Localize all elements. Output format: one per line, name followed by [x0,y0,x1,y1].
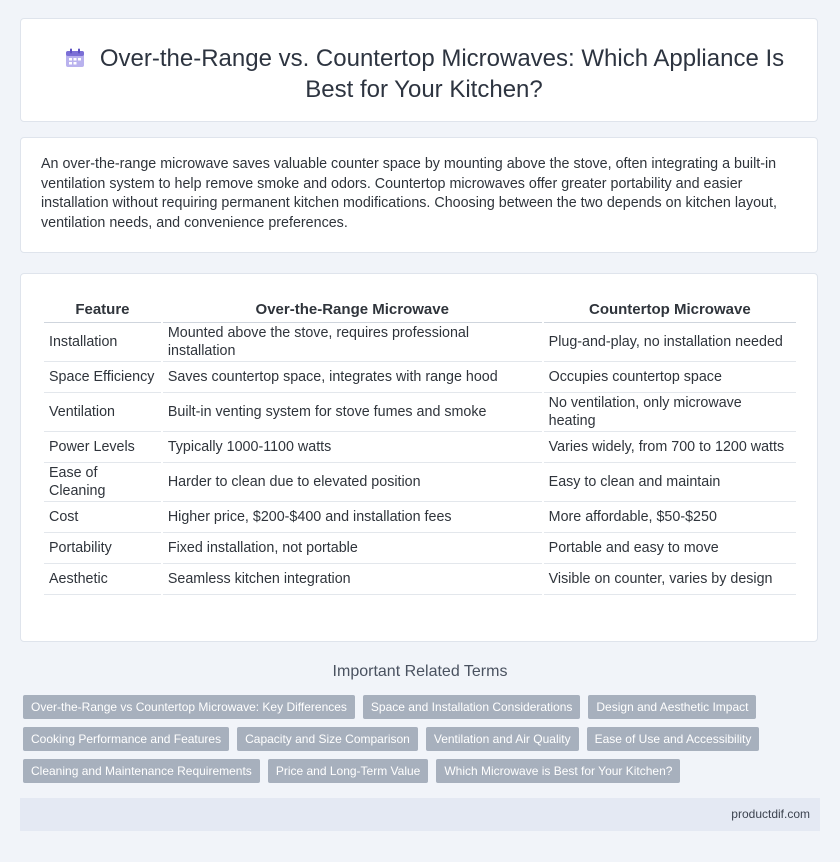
related-term-tag[interactable]: Over-the-Range vs Countertop Microwave: Key Differences [23,695,355,719]
comparison-table [42,294,798,595]
related-term-tag[interactable]: Capacity and Size Comparison [237,727,418,751]
cell-feature: Ventilation [44,393,161,432]
table-header-row [44,294,796,323]
cell-countertop: More affordable, $50-$250 [544,502,796,533]
cell-feature: Aesthetic [44,564,161,595]
cell-over-the-range: Saves countertop space, integrates with range hood [163,362,542,393]
related-term-tag[interactable]: Cleaning and Maintenance Requirements [23,759,260,783]
header-over-the-range: Over-the-Range Microwave [163,294,542,323]
cell-feature: Installation [44,323,161,362]
related-term-tag[interactable]: Price and Long-Term Value [268,759,429,783]
table-row [44,463,796,502]
page-title-text: Over-the-Range vs. Countertop Microwaves: Which Appliance Is Best for Your Kitchen? [99,45,785,103]
table-row [44,393,796,432]
title-card [20,18,818,122]
cell-over-the-range: Mounted above the stove, requires professional installation [163,323,542,362]
related-term-tag[interactable]: Ease of Use and Accessibility [587,727,760,751]
table-row [44,323,796,362]
related-term-tag[interactable]: Cooking Performance and Features [23,727,229,751]
page-title [61,43,787,105]
header-feature: Feature [44,294,161,323]
cell-over-the-range: Fixed installation, not portable [163,533,542,564]
table-row [44,362,796,393]
cell-feature: Power Levels [44,432,161,463]
table-row [44,564,796,595]
related-terms-heading: Important Related Terms [332,663,508,680]
table-row [44,502,796,533]
cell-over-the-range: Harder to clean due to elevated position [163,463,542,502]
summary-card [20,137,818,253]
related-term-tag[interactable]: Which Microwave is Best for Your Kitchen? [436,759,680,783]
table-row [44,432,796,463]
cell-countertop: Visible on counter, varies by design [544,564,796,595]
related-terms-list [23,695,823,791]
comparison-table-card [20,273,818,642]
cell-feature: Cost [44,502,161,533]
cell-countertop: Plug-and-play, no installation needed [544,323,796,362]
cell-feature: Space Efficiency [44,362,161,393]
related-term-tag[interactable]: Ventilation and Air Quality [426,727,579,751]
cell-over-the-range: Higher price, $200-$400 and installation fees [163,502,542,533]
cell-over-the-range: Typically 1000-1100 watts [163,432,542,463]
cell-over-the-range: Built-in venting system for stove fumes and smoke [163,393,542,432]
cell-countertop: No ventilation, only microwave heating [544,393,796,432]
cell-feature: Portability [44,533,161,564]
cell-countertop: Varies widely, from 700 to 1200 watts [544,432,796,463]
summary-text: An over-the-range microwave saves valuable counter space by mounting above the stove, often integrating a built-in ventilation system to help remove smoke and odors. Countertop microwaves offer greater portability and easier installation without requiring permanent kitchen modifications. Choosing between the two depends on kitchen layout, ventilation needs, and convenience preferences. [41,156,777,231]
footer-site-link[interactable]: productdif.com [731,807,810,821]
footer [20,798,820,831]
related-term-tag[interactable]: Design and Aesthetic Impact [588,695,756,719]
cell-countertop: Easy to clean and maintain [544,463,796,502]
table-row [44,533,796,564]
cell-feature: Ease of Cleaning [44,463,161,502]
cell-over-the-range: Seamless kitchen integration [163,564,542,595]
cell-countertop: Portable and easy to move [544,533,796,564]
header-countertop: Countertop Microwave [544,294,796,323]
cell-countertop: Occupies countertop space [544,362,796,393]
calendar-icon [64,47,86,69]
related-term-tag[interactable]: Space and Installation Considerations [363,695,580,719]
